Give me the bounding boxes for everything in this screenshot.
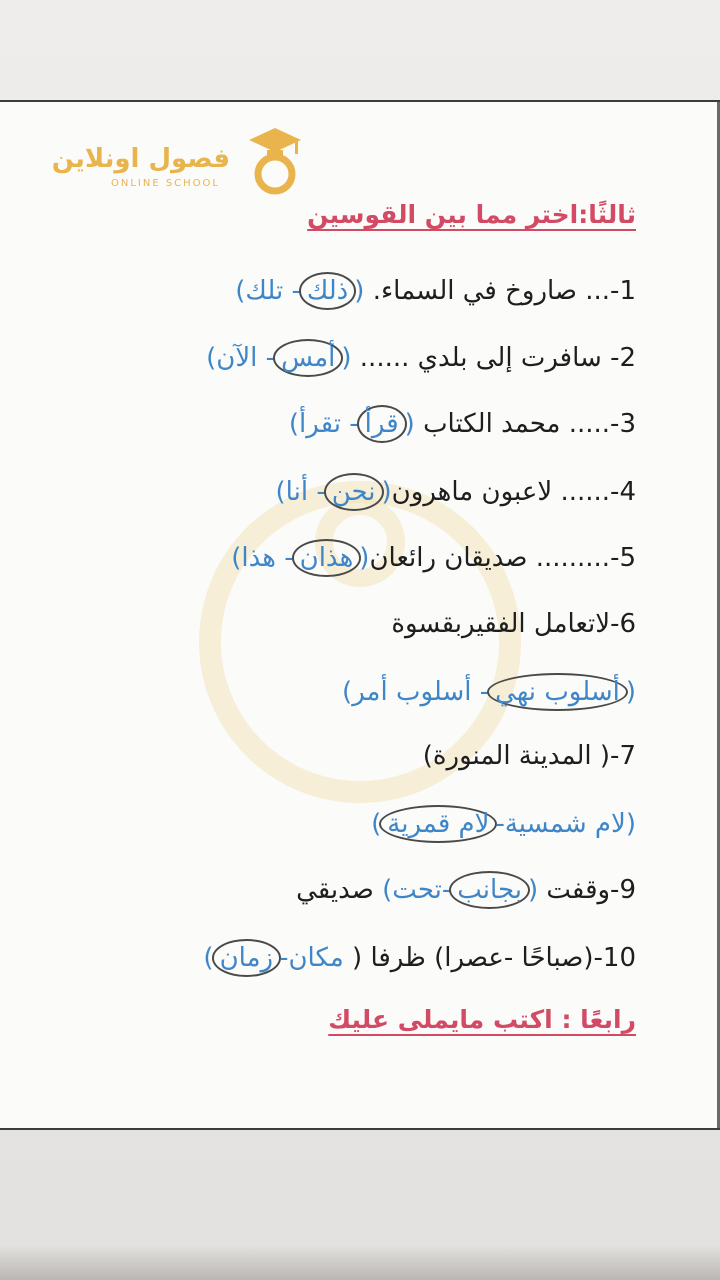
- circled-answer: زمان: [212, 939, 282, 977]
- question-text: صاروخ في السماء.: [372, 276, 586, 306]
- circled-answer: أمس: [273, 339, 343, 377]
- choice-close-paren: ): [231, 543, 242, 573]
- question-7-choices: [371, 805, 636, 843]
- question-number: 1-...: [585, 276, 636, 306]
- choice-option: هذا: [241, 543, 285, 573]
- question-text: محمد الكتاب: [423, 409, 569, 439]
- question-3: [289, 405, 636, 443]
- school-logo: [51, 124, 305, 198]
- question-text: صديقي: [296, 875, 383, 905]
- choice-separator: -: [291, 276, 301, 306]
- circled-answer: لام قمرية: [379, 805, 497, 843]
- section-three-heading: ثالثًا:اختر مما بين القوسين: [307, 200, 636, 229]
- choice-separator: -: [495, 809, 505, 839]
- circled-answer: أسلوب نهي: [487, 673, 628, 711]
- logo-tagline: ONLINE SCHOOL: [110, 178, 220, 189]
- choice-separator: -: [441, 875, 452, 905]
- logo-name: فصول اونلاين: [51, 144, 230, 174]
- question-number: 9-وقفت: [546, 875, 636, 905]
- choice-separator: -: [284, 543, 294, 573]
- choice-open-paren: (: [625, 809, 636, 839]
- circled-answer: هذان: [292, 539, 362, 577]
- worksheet-page: [0, 100, 720, 1130]
- choice-close-paren: ): [235, 276, 246, 306]
- circled-answer: ذلك: [299, 272, 356, 310]
- question-number: 4-......: [560, 477, 636, 507]
- choice-separator: -: [316, 477, 326, 507]
- question-text: 7-( المدينة المنورة): [422, 741, 636, 771]
- choice-open-paren: (: [381, 477, 392, 507]
- question-text: 10-(صباحًا -عصرا) ظرفا: [370, 943, 636, 973]
- question-number: 2-: [610, 343, 636, 373]
- choice-option: الآن: [216, 343, 266, 373]
- question-2: [206, 339, 636, 377]
- choice-close-paren: ): [371, 809, 382, 839]
- question-6-choices: [342, 673, 636, 711]
- choice-option: تقرأ: [299, 409, 350, 439]
- question-6: [391, 607, 636, 641]
- question-9: [296, 871, 636, 909]
- graduation-cap-icon: [245, 124, 305, 198]
- choice-separator: -: [279, 943, 289, 973]
- question-text: 6-لاتعامل الفقيربقسوة: [391, 609, 636, 639]
- choice-close-paren: ): [342, 677, 353, 707]
- circled-answer: بجانب: [449, 871, 530, 909]
- choice-close-paren: ): [206, 343, 217, 373]
- circled-answer: قرأ: [357, 405, 407, 443]
- choice-option: تحت: [392, 875, 442, 905]
- section-four-heading: رابعًا : اكتب مايملى عليك: [328, 1005, 636, 1034]
- choice-open-paren: (: [625, 677, 636, 707]
- question-5: [231, 539, 636, 577]
- choice-option: مكان: [288, 943, 353, 973]
- circled-answer: نحن: [324, 473, 384, 511]
- choice-option: تلك: [245, 276, 292, 306]
- choice-open-paren: (: [352, 943, 371, 973]
- choice-open-paren: (: [359, 543, 370, 573]
- choice-option: أنا: [285, 477, 317, 507]
- choice-close-paren: ): [203, 943, 214, 973]
- choice-close-paren: ): [275, 477, 286, 507]
- choice-option: أسلوب أمر: [352, 677, 480, 707]
- question-4: [276, 473, 637, 511]
- choice-close-paren: ): [288, 409, 300, 439]
- choice-separator: -: [349, 409, 359, 439]
- question-number: 5-.........: [535, 543, 636, 573]
- choice-open-paren: (: [527, 875, 547, 905]
- question-10: [203, 939, 636, 977]
- question-text: سافرت إلى بلدي ......: [359, 343, 611, 373]
- choice-open-paren: (: [341, 343, 360, 373]
- question-number: 3-.....: [568, 409, 636, 439]
- choice-open-paren: (: [354, 276, 373, 306]
- choice-separator: -: [265, 343, 276, 373]
- choice-option: لام شمسية: [504, 809, 626, 839]
- table-surface: [0, 1245, 720, 1280]
- question-text: لاعبون ماهرون: [391, 477, 561, 507]
- question-7: [423, 739, 636, 773]
- choice-separator: -: [479, 677, 490, 707]
- choice-close-paren: ): [382, 875, 393, 905]
- question-1: [235, 272, 636, 310]
- question-text: صديقان رائعان: [369, 543, 536, 573]
- choice-open-paren: (: [404, 409, 424, 439]
